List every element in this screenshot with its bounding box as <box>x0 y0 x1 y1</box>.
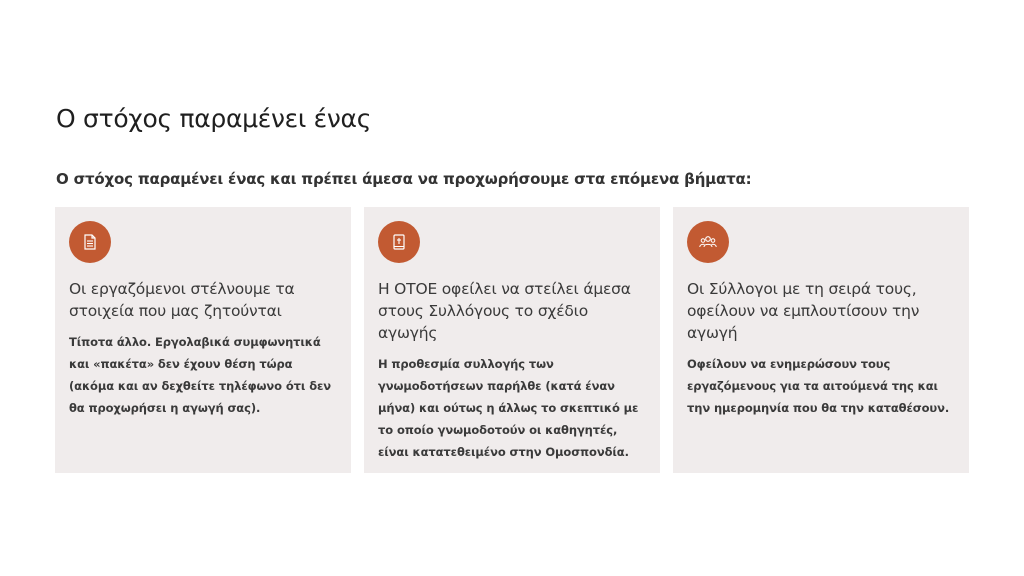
card-otoe <box>364 207 660 473</box>
document-icon <box>69 221 111 263</box>
group-icon <box>687 221 729 263</box>
slide-title: Ο στόχος παραμένει ένας <box>56 104 372 133</box>
slide-subtitle: Ο στόχος παραμένει ένας και πρέπει άμεσα να προχωρήσουμε στα επόμενα βήματα: <box>56 170 752 188</box>
card-employees <box>55 207 351 473</box>
cards-row <box>55 207 969 473</box>
card-body: Η προθεσμία συλλογής των γνωμοδοτήσεων παρήλθε (κατά έναν μήνα) και ούτως η άλλως το σκεπτικό με το οποίο γνωμοδοτούν οι καθηγητές, είναι κατατεθειμένο στην Ομοσπονδία. <box>378 357 639 459</box>
card-heading: Οι εργαζόμενοι στέλνουμε τα στοιχεία που μας ζητούνται <box>69 280 295 320</box>
card-body: Τίποτα άλλο. Εργολαβικά συμφωνητικά και «πακέτα» δεν έχουν θέση τώρα (ακόμα και αν δεχθείτε τηλέφωνο ότι δεν θα προχωρήσει η αγωγή σας). <box>69 335 332 415</box>
book-icon <box>378 221 420 263</box>
card-body: Οφείλουν να ενημερώσουν τους εργαζόμενους για τα αιτούμενά της και την ημερομηνία που θα την καταθέσουν. <box>687 357 950 415</box>
card-heading: Οι Σύλλογοι με τη σειρά τους, οφείλουν να εμπλουτίσουν την αγωγή <box>687 280 920 342</box>
card-heading: Η ΟΤΟΕ οφείλει να στείλει άμεσα στους Συλλόγους το σχέδιο αγωγής <box>378 280 631 342</box>
card-unions <box>673 207 969 473</box>
